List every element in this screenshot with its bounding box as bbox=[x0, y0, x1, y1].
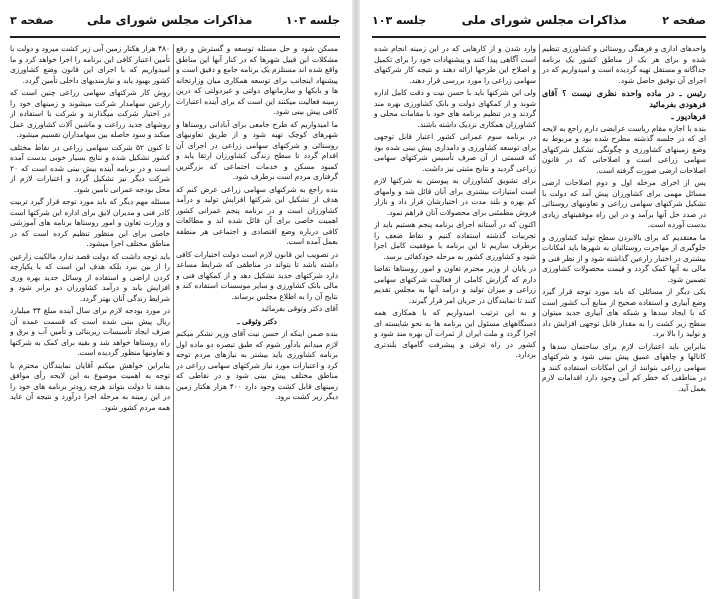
book-gutter bbox=[352, 0, 360, 599]
text-column-right bbox=[542, 44, 706, 593]
page-3 bbox=[0, 0, 350, 599]
paragraph: در برنامه سوم عمرانی کشور اعتبار قابل توجهی برای توسعه کشاورزی و دامداری پیش بینی شده بود که قسمتی از آن صرف تأسیس شرکتهای سهامی زراعی گردید و نتایج مثبتی نیز داشت. bbox=[374, 132, 536, 173]
paragraph: باید توجه داشت که دولت قصد ندارد مالکیت زارعین را از بین ببرد بلکه هدف این است که با یکپارچه کردن اراضی و استفاده از وسائل جدید بهره وری افزایش یابد و درآمد کشاورزان دو برابر شود و شرایط زندگی آنان بهتر گردد. bbox=[10, 251, 170, 303]
text-column-left bbox=[374, 44, 536, 593]
header-rule bbox=[10, 36, 340, 38]
text-column-right bbox=[176, 44, 338, 593]
speaker-heading: دکتر وثوقی ـ bbox=[237, 316, 277, 326]
column-divider bbox=[173, 44, 174, 591]
paragraph: واحدهای اداری و فرهنگی روستائی و کشاورزی تنظیم شده و برای هر یک از مناطق کشور یک برنامه جداگانه و مستقل تهیه گردیده است و امیدواریم که در اجرای آن توفیق حاصل شود. bbox=[542, 44, 706, 85]
page-title: مذاکرات مجلس شورای ملی bbox=[87, 13, 253, 27]
paragraph: ولی این شرکتها باید با حسن نیت و دقت کامل اداره شوند و از کمکهای دولت و بانک کشاورزی بهره مند گردند و در تنظیم برنامه های خود با مقامات محلی و کشاورزان همکاری نزدیک داشته باشند. bbox=[374, 88, 536, 129]
paragraph: بنابراین خواهش میکنم آقایان نمایندگان محترم با توجه به اهمیت موضوع به این لایحه رأی موافق بدهند تا دولت بتواند هرچه زودتر برنامه های خود را در این زمینه به مرحله اجرا درآورد و نتیجه آن عاید همه مردم کشور شود. bbox=[10, 360, 170, 412]
paragraph: بنده با اجازه مقام ریاست عرایضی دارم راجع به لایحه ای که در جلسه گذشته مطرح شده بود و مربوط به وضع زمینهای کشاورزی و چگونگی تشکیل شرکتهای سهامی زراعی است و اصلاحاتی که در قانون اصلاحات ارضی صورت گرفته است. bbox=[542, 123, 706, 175]
page-number: صفحه ۳ bbox=[10, 13, 54, 27]
paragraph: آقای دکتر وثوقی بفرمائید bbox=[260, 304, 338, 313]
page-header bbox=[10, 6, 340, 34]
session-label: جلسه ۱۰۳ bbox=[285, 13, 340, 27]
paragraph: در پایان از وزیر محترم تعاون و امور روستاها تقاضا دارم که گزارش کاملی از فعالیت شرکتهای سهامی زراعی و میزان تولید و درآمد آنها به مجلس تقدیم کنند تا نمایندگان در جریان امر قرار گیرند. bbox=[374, 264, 536, 305]
paragraph: و به این ترتیب امیدواریم که با همکاری همه دستگاههای مسئول این برنامه ها به نحو شایسته ای اجرا گردد و ملت ایران از ثمرات آن بهره مند شود و کشور در راه ترقی و پیشرفت گامهای بلندتری بردارد. bbox=[374, 308, 536, 359]
paragraph: روش کار شرکتهای سهامی زراعی چنین است که زارعین سهامدار شرکت میشوند و زمینهای خود را در اختیار شرکت میگذارند و شرکت با استفاده از روشهای جدید زراعت و ماشین آلات کشاورزی عمل میکند و سود حاصله بین سهامداران تقسیم میشود. bbox=[10, 88, 170, 139]
paragraph: بنده ضمن اینکه از حسن نیت آقای وزیر تشکر میکنم لازم میدانم یادآور شوم که طبق تبصره دو ماده اول برنامه کشاورزی باید بیشتر به نیازهای مردم توجه کرد و اعتبارات مورد نیاز شرکتهای سهامی زراعی در مناطق مختلف پیش بینی شود و در نقاطی که زمینهای قابل کشت وجود دارد ۴۰۰ هزار هکتار زمین دیگر زیر کشت برود. bbox=[176, 329, 338, 401]
paragraph: ما معتقدیم که برای بالابردن سطح تولید کشاورزی و جلوگیری از مهاجرت روستائیان به شهرها باید امکانات بیشتری در اختیار زارعین گذاشته شود و از نظر فنی و مالی به آنها کمک گردد و قیمت محصولات کشاورزی تضمین شود. bbox=[542, 232, 706, 284]
page-header bbox=[372, 6, 706, 34]
paragraph: بنده راجع به شرکتهای سهامی زراعی عرض کنم که هدف از تشکیل این شرکتها افزایش تولید و درآمد کشاورزان است و در برنامه پنجم عمرانی کشور اهمیت خاصی برای آن قائل شده اند و مطالعات کافی درباره وضع اقتصادی و اجتماعی هر منطقه بعمل آمده است. bbox=[176, 184, 338, 246]
paragraph: مسئله مهم دیگر که باید مورد توجه قرار گیرد تربیت کادر فنی و مدیران لایق برای اداره این شرکتها است و وزارت تعاون و امور روستاها برنامه های آموزشی خاصی برای این منظور تنظیم کرده است که در مناطق مختلف اجرا میشود. bbox=[10, 197, 170, 248]
session-label: جلسه ۱۰۳ bbox=[372, 13, 427, 27]
text-column-left bbox=[10, 44, 170, 593]
paragraph: در مورد بودجه لازم برای سال آینده مبلغ ۳۴ میلیارد ریال پیش بینی شده است که قسمت عمده آن صرف ایجاد تأسیسات زیربنائی و تأمین آب و برق و راه روستاها خواهد شد و بقیه برای کمک به شرکتها و تعاونیها منظور گردیده است. bbox=[10, 306, 170, 357]
speaker-line: رئیس ـ در ماده واحده نظری نیست ؟ آقای فرهودی بفرمائید bbox=[542, 88, 706, 109]
paragraph: برای تشویق کشاورزان به پیوستن به شرکتها لازم است امتیازات بیشتری برای آنان قائل شد و وامهای کم بهره و بلند مدت در اختیارشان قرار داد و بازار فروش مطمئنی برای محصولات آنان فراهم نمود. bbox=[374, 176, 536, 217]
speaker-heading: فرهادپور ـ bbox=[671, 111, 706, 121]
paragraph: بنابراین باید اعتبارات لازم برای ساختمان سدها و کانالها و چاههای عمیق پیش بینی شود و شرکتهای سهامی زراعی بتوانند از این امکانات استفاده کنند و در مناطقی که خطر کم آبی وجود دارد اقدامات لازم بعمل آید. bbox=[542, 341, 706, 393]
column-divider bbox=[539, 44, 540, 591]
paragraph: یکی دیگر از مسائلی که باید مورد توجه قرار گیرد وضع آبیاری و استفاده صحیح از منابع آب کشور است که با ایجاد سدها و شبکه های آبیاری جدید میتوان سطح زیر کشت را به مقدار قابل توجهی افزایش داد و تولید را بالا برد. bbox=[542, 287, 706, 338]
paragraph: تا کنون ۵۲ شرکت سهامی زراعی در نقاط مختلف کشور تشکیل شده و نتایج بسیار خوبی بدست آمده است و در برنامه آینده پیش بینی شده است که ۲۰ شرکت دیگر نیز تشکیل گردد و اعتبارات لازم از محل بودجه عمرانی تأمین شود. bbox=[10, 142, 170, 194]
paragraph: وارد شدن و از کارهایی که در این زمینه انجام شده است آگاهی پیدا کنند و پیشنهادات خود را برای تکمیل و اصلاح این طرحها ارائه دهند و نتیجه کار شرکتهای سهامی زراعی را مورد بررسی قرار دهند. bbox=[374, 44, 536, 85]
paragraph: در تصویب این قانون لازم است دولت اختیارات کافی داشته باشد تا بتواند در مناطقی که شرایط مساعد دارد شرکتهای جدید تشکیل دهد و از کمکهای فنی و مالی بانک کشاورزی و سایر موسسات استفاده کند و نتایج آن را به اطلاع مجلس برساند. bbox=[176, 249, 338, 301]
paragraph: پس از اجرای مرحله اول و دوم اصلاحات ارضی مسائل مهمی برای کشاورزان پیش آمد که دولت با تشکیل شرکتهای سهامی زراعی و تعاونیهای روستائی در صدد حل آنها برآمد و در این راه موفقیتهای زیادی بدست آورده است. bbox=[542, 178, 706, 229]
paragraph: ما امیدواریم که طرح جامعی برای آبادانی روستاها و شهرهای کوچک تهیه شود و از طریق تعاونیهای روستائی و شرکتهای سهامی زراعی در اجرای آن اقدام گردد تا سطح زندگی کشاورزان ارتقا یابد و کمبود مسکن و خدمات اجتماعی که بزرگترین گرفتاری مردم است برطرف شود. bbox=[176, 119, 338, 181]
page-2 bbox=[362, 0, 716, 599]
page-number: صفحه ۲ bbox=[662, 13, 706, 27]
paragraph: ۴۸۰ هزار هکتار زمین آبی زیر کشت میرود و دولت با تأمین اعتبار کافی این برنامه را اجرا خواهد کرد و ما امیدواریم که با اجرای این قانون وضع کشاورزی کشور بهبود یابد و نیازمندیهای داخلی تأمین گردد. bbox=[10, 44, 170, 85]
page-title: مذاکرات مجلس شورای ملی bbox=[461, 13, 627, 27]
paragraph: اکنون که در آستانه اجرای برنامه پنجم هستیم باید از تجربیات گذشته استفاده کنیم و نقاط ضعف را برطرف سازیم تا این برنامه با موفقیت کامل اجرا شود و کشاورزی کشور به مرحله خودکفائی برسد. bbox=[374, 220, 536, 261]
header-rule bbox=[372, 36, 706, 38]
paragraph: مسکن شود و حل مسئله توسعه و گسترش و رفع مشکلات این قبیل شهرها که در کنار آنها این مناطق واقع شده اند مستلزم یک برنامه جامع و دقیق است و پیشنهاد اینجانب برای توسعه همکاری میان وزارتخانه ها و بانکها و سازمانهای دولتی و غیردولتی که درین زمینه فعالیت میکنند این است که برای آینده اعتبارات کافی پیش بینی شود. bbox=[176, 44, 338, 116]
